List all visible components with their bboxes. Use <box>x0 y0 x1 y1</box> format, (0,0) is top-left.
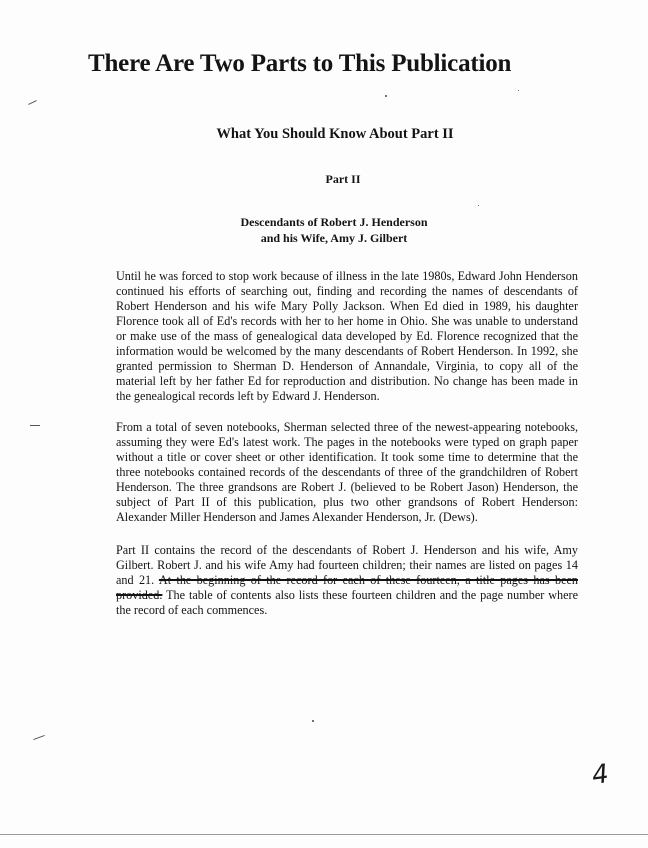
margin-mark <box>28 100 37 105</box>
part-label: Part II <box>325 172 361 186</box>
scan-speck <box>385 95 387 97</box>
paragraph-3-text-after: The table of contents also lists these fourteen children and the page number where the record of each commences. <box>116 588 578 617</box>
section-heading: What You Should Know About Part II <box>216 126 454 142</box>
scan-speck <box>478 205 479 206</box>
bottom-rule <box>0 834 648 835</box>
margin-mark <box>30 425 40 426</box>
scan-speck <box>518 90 519 91</box>
part-subtitle <box>0 214 648 246</box>
scan-speck <box>312 720 314 722</box>
handwritten-page-number: 4 <box>589 758 611 792</box>
margin-mark <box>33 735 45 740</box>
page-title: There Are Two Parts to This Publication <box>88 50 512 77</box>
struck-through-text: At the beginning of the record for each of these fourteen, a title pages has been provided. <box>116 573 578 602</box>
paragraph-2: From a total of seven notebooks, Sherman selected three of the newest-appearing notebooks, assuming they were Ed's latest work. The pages in the notebooks were typed on graph paper without a title or cover sheet or other identification. It took some time to determine that the three notebooks contained records of the descendants of three of the grandchildren of Robert Henderson. The three grandsons are Robert J. (believed to be Robert Jason) Henderson, the subject of Part II of this publication, plus two other grandsons of Robert Henderson: Alexander Miller Henderson and James Alexander Henderson, Jr. (Dews). <box>116 420 578 524</box>
part-subtitle-line-2: and his Wife, Amy J. Gilbert <box>260 231 408 245</box>
paragraph-3 <box>116 543 578 618</box>
part-subtitle-line-1: Descendants of Robert J. Henderson <box>240 215 428 229</box>
paragraph-3-text-before: Part II contains the record of the descendants of Robert J. Henderson and his wife, Amy Gilbert. Robert J. and his wife Amy had fourteen children; their names are listed on pages 14 and 21. <box>116 543 578 587</box>
paragraph-1: Until he was forced to stop work because of illness in the late 1980s, Edward John Henderson continued his efforts of searching out, finding and recording the names of descendants of Robert Henderson and his wife Mary Polly Jackson. When Ed died in 1989, his daughter Florence took all of Ed's records with her to her home in Ohio. She was unable to understand or make use of the mass of genealogical data developed by Ed. Florence recognized that the information would be welcomed by the many descendants of Robert Henderson. In 1992, she granted permission to Sherman D. Henderson of Annandale, Virginia, to copy all of the material left by her father Ed for reproduction and distribution. No change has been made in the genealogical records left by Edward J. Henderson. <box>116 269 578 403</box>
